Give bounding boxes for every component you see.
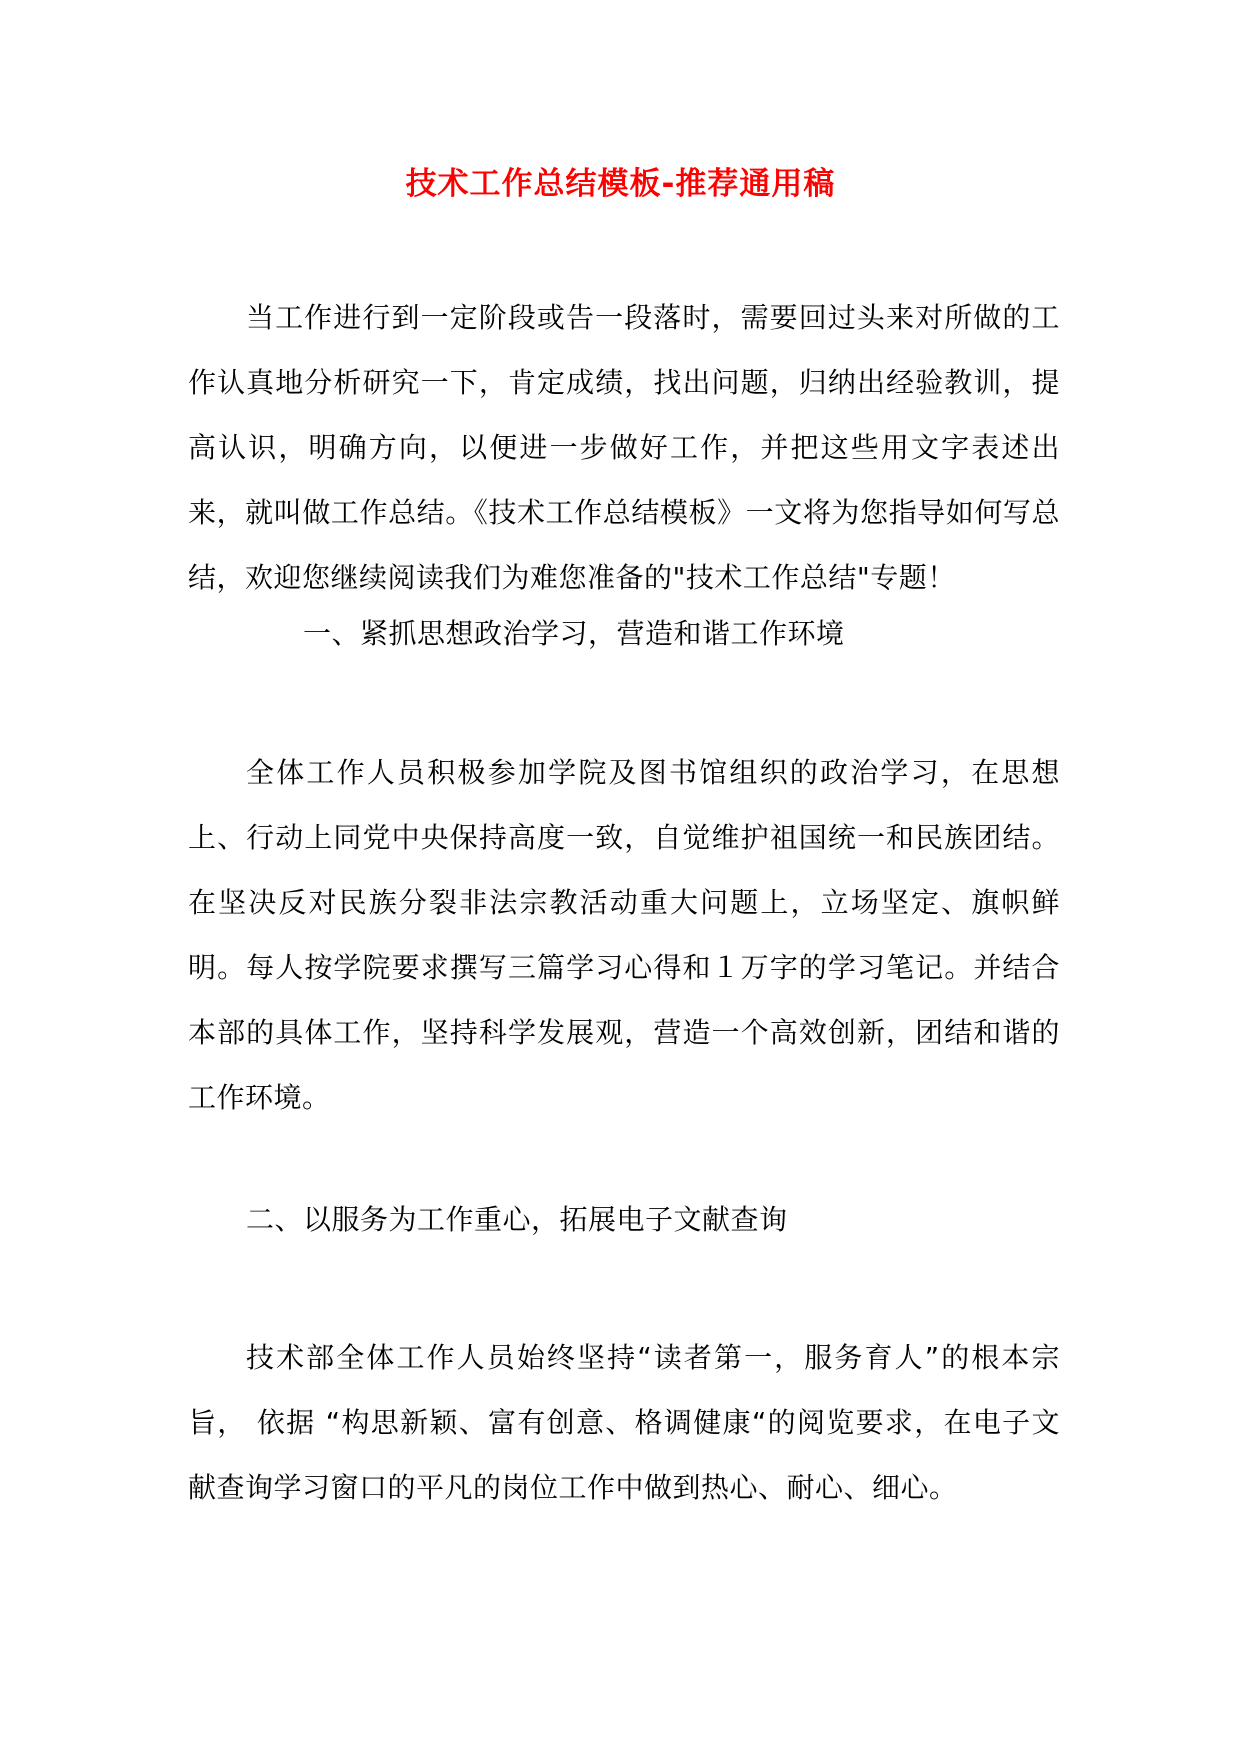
section-heading-2: 二、以服务为工作重心，拓展电子文献查询 xyxy=(246,1203,788,1236)
section-2-paragraph: 技术部全体工作人员始终坚持“读者第一，服务育人”的根本宗旨， 依据 “构思新颖、富有创意、格调健康“的阅览要求，在电子文献查询学习窗口的平凡的岗位工作中做到热心、耐心、细心。 xyxy=(188,1341,1060,1504)
section-heading-1: 一、紧抓思想政治学习，营造和谐工作环境 xyxy=(303,617,845,650)
intro-paragraph: 当工作进行到一定阶段或告一段落时，需要回过头来对所做的工作认真地分析研究一下，肯定成绩，找出问题，归纳出经验教训，提高认识，明确方向，以便进一步做好工作，并把这些用文字表述出来，就叫做工作总结。《技术工作总结模板》一文将为您指导如何写总结，欢迎您继续阅读我们为难您准备的"技术工作总结"专题！ xyxy=(188,301,1060,594)
document-title: 技术工作总结模板-推荐通用稿 xyxy=(405,166,836,202)
section-1-paragraph: 全体工作人员积极参加学院及图书馆组织的政治学习，在思想上、行动上同党中央保持高度一致，自觉维护祖国统一和民族团结。在坚决反对民族分裂非法宗教活动重大问题上，立场坚定、旗帜鲜明。每人按学院要求撰写三篇学习心得和１万字的学习笔记。并结合本部的具体工作，坚持科学发展观，营造一个高效创新，团结和谐的工作环境。 xyxy=(188,756,1060,1114)
